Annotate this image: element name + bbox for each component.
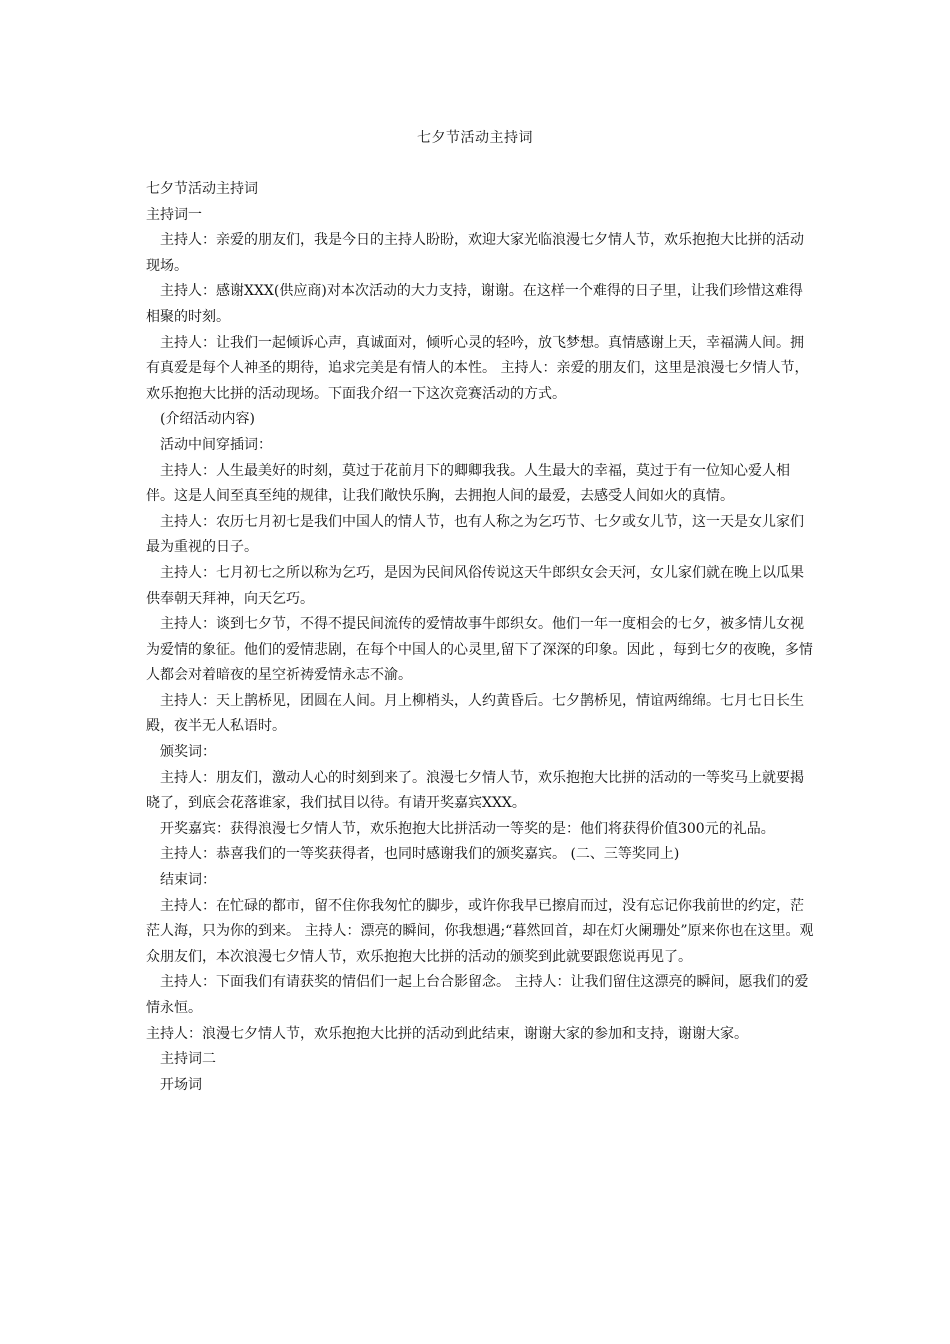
paragraph: 主持人：下面我们有请获奖的情侣们一起上台合影留念。 主持人：让我们留住这漂亮的瞬间，愿我们的爱情永恒。 xyxy=(146,974,809,1016)
paragraph: 主持人：让我们一起倾诉心声，真诚面对，倾听心灵的轻吟，放飞梦想。真情感谢上天，幸福满人间。拥有真爱是每个人神圣的期待，追求完美是有情人的本性。 主持人：亲爱的朋友们，这里是浪漫七夕情人节，欢乐抱抱大比拼的活动现场。下面我介绍一下这次竞赛活动的方式。 xyxy=(146,334,809,402)
paragraph: 主持人：人生最美好的时刻，莫过于花前月下的卿卿我我。人生最大的幸福，莫过于有一位知心爱人相伴。这是人间至真至纯的规律，让我们敞快乐胸，去拥抱人间的最爱，去感受人间如火的真情。 xyxy=(146,462,790,505)
paragraph-heading-main: 七夕节活动主持词 xyxy=(146,181,258,197)
paragraph: 颁奖词： xyxy=(160,744,216,761)
paragraph: 主持人：在忙碌的都市，留不住你我匆忙的脚步，或许你我早已擦肩而过，没有忘记你我前世的约定，茫茫人海，只为你的到来。 主持人：漂亮的瞬间，你我想遇;“暮然回首，却在灯火阑珊处”原来你也在这里。观众朋友们，本次浪漫七夕情人节，欢乐抱抱大比拼的活动的颁奖到此就要跟您说再见了。 xyxy=(146,897,814,965)
paragraph: 主持人：恭喜我们的一等奖获得者，也同时感谢我们的颁奖嘉宾。 (二、三等奖同上) xyxy=(160,846,680,863)
paragraph: (介绍活动内容) xyxy=(160,411,255,428)
paragraph: 结束词： xyxy=(160,872,216,889)
paragraph: 开场词 xyxy=(160,1076,202,1093)
document-body xyxy=(146,177,814,1098)
paragraph: 主持人：亲爱的朋友们，我是今日的主持人盼盼，欢迎大家光临浪漫七夕情人节，欢乐抱抱大比拼的活动现场。 xyxy=(146,232,804,274)
paragraph-section-1-heading: 主持词一 xyxy=(146,206,202,223)
paragraph: 主持词二 xyxy=(160,1051,216,1068)
paragraph: 主持人：感谢XXX(供应商)对本次活动的大力支持，谢谢。在这样一个难得的日子里，让我们珍惜这难得相聚的时刻。 xyxy=(146,283,803,325)
paragraph: 主持人：谈到七夕节，不得不提民间流传的爱情故事牛郎织女。他们一年一度相会的七夕，被多情儿女视为爱情的象征。他们的爱情悲剧，在每个中国人的心灵里,留下了深深的印象。因此 ，每到七夕的夜晚，多情人都会对着暗夜的星空祈祷爱情永志不渝。 xyxy=(146,616,813,684)
paragraph: 活动中间穿插词： xyxy=(160,436,272,453)
paragraph: 主持人：七月初七之所以称为乞巧，是因为民间风俗传说这天牛郎织女会天河，女儿家们就在晚上以瓜果供奉朝天拜神，向天乞巧。 xyxy=(146,564,804,607)
paragraph: 主持人：农历七月初七是我们中国人的情人节，也有人称之为乞巧节、七夕或女儿节，这一天是女儿家们最为重视的日子。 xyxy=(146,513,804,556)
document-title: 七夕节活动主持词 xyxy=(417,130,533,146)
paragraph: 主持人：天上鹊桥见，团圆在人间。月上柳梢头，人约黄昏后。七夕鹊桥见，情谊两绵绵。七月七日长生殿，夜半无人私语时。 xyxy=(146,692,804,735)
paragraph-section-2-heading: 主持人：浪漫七夕情人节，欢乐抱抱大比拼的活动到此结束，谢谢大家的参加和支持，谢谢大家。 xyxy=(146,1025,748,1042)
paragraph: 开奖嘉宾：获得浪漫七夕情人节，欢乐抱抱大比拼活动一等奖的是：他们将获得价值300元的礼品。 xyxy=(160,820,775,837)
paragraph: 主持人：朋友们，激动人心的时刻到来了。浪漫七夕情人节，欢乐抱抱大比拼的活动的一等奖马上就要揭晓了，到底会花落谁家，我们拭目以待。有请开奖嘉宾XXX。 xyxy=(146,769,804,812)
